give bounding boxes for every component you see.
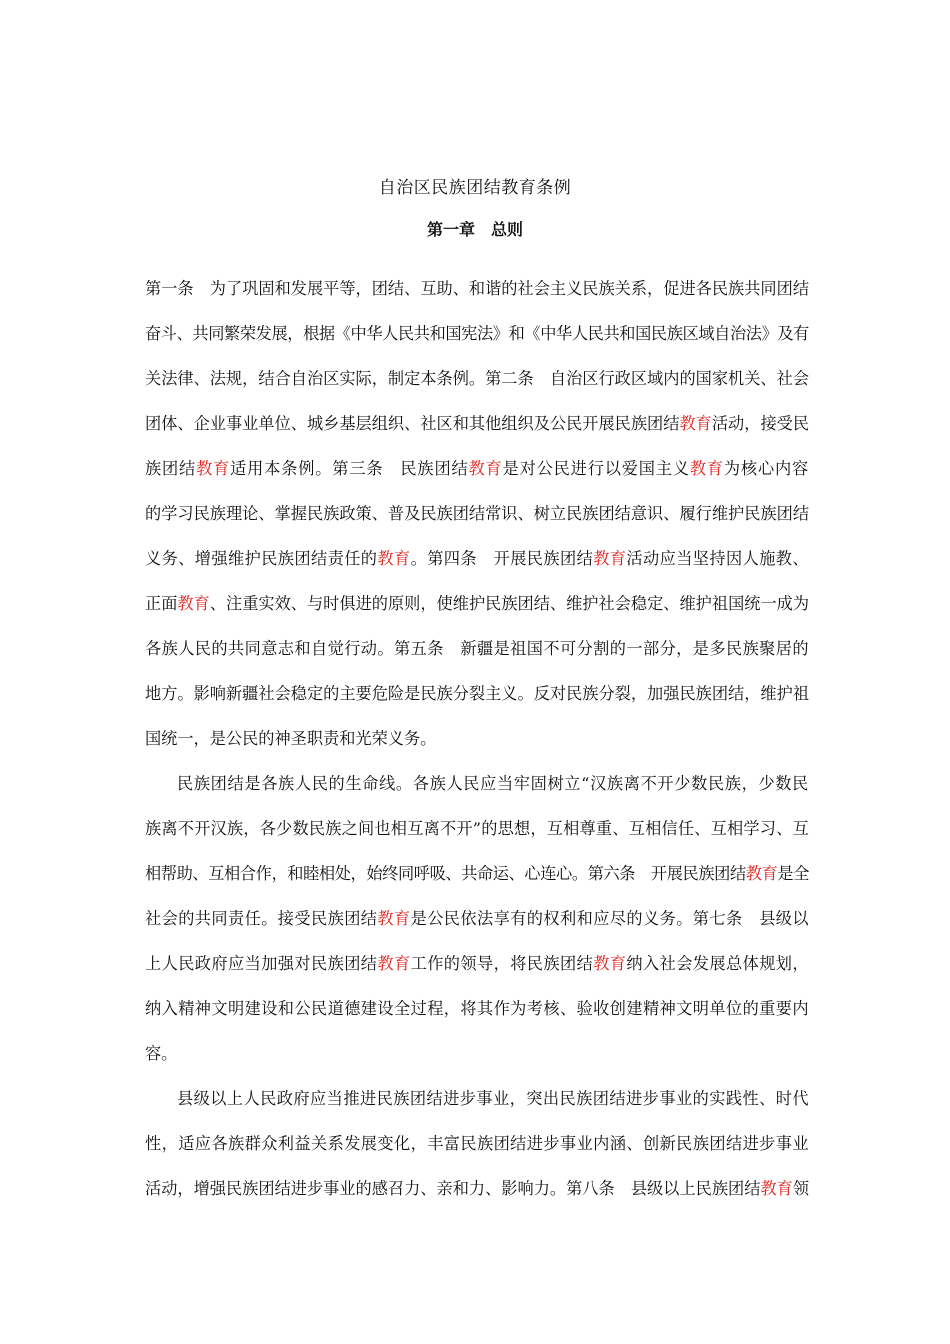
- text-run: 各族人民的共同意志和自觉行动。第五条 新疆是祖国不可分割的一部分，是多民族聚居的: [145, 639, 809, 658]
- text-run: 纳入精神文明建设和公民道德建设全过程，将其作为考核、验收创建精神文明单位的重要内: [145, 999, 809, 1018]
- text-line: [145, 769, 809, 814]
- text-run: 的学习民族理论、掌握民族政策、普及民族团结常识、树立民族团结意识、履行维护民族团结: [145, 504, 809, 523]
- text-line: [145, 319, 809, 364]
- text-line: [145, 634, 809, 679]
- document-body: [145, 274, 809, 1219]
- text-line: [145, 904, 809, 949]
- text-run: 性，适应各族群众利益关系发展变化，丰富民族团结进步事业内涵、创新民族团结进步事业: [145, 1134, 809, 1153]
- text-line: [145, 274, 809, 319]
- text-line: [145, 1129, 809, 1174]
- text-line: [145, 859, 809, 904]
- text-run: 是全: [777, 864, 809, 883]
- text-run: 是公民依法享有的权利和应尽的义务。第七条 县级以: [410, 909, 809, 928]
- text-run: 义务、增强维护民族团结责任的: [145, 549, 378, 568]
- text-line: [145, 1084, 809, 1129]
- text-line: [145, 499, 809, 544]
- text-line: [145, 724, 809, 769]
- highlighted-term: 教育: [177, 594, 210, 613]
- text-line: [145, 544, 809, 589]
- document-title: 自治区民族团结教育条例: [378, 178, 572, 198]
- highlighted-term: 教育: [679, 414, 712, 433]
- text-run: 奋斗、共同繁荣发展，根据《中华人民共和国宪法》和《中华人民共和国民族区域自治法》及有: [145, 324, 809, 343]
- text-run: 活动，接受民: [711, 414, 809, 433]
- text-line: [145, 949, 809, 994]
- highlighted-term: 教育: [377, 549, 411, 568]
- text-line: [145, 409, 809, 454]
- text-line: [145, 454, 809, 499]
- text-run: 社会的共同责任。接受民族团结: [145, 909, 378, 928]
- text-run: 、注重实效、与时俱进的原则，使维护民族团结、维护社会稳定、维护祖国统一成为: [209, 594, 809, 613]
- text-line: [145, 1174, 809, 1219]
- text-run: 县级以上人民政府应当推进民族团结进步事业，突出民族团结进步事业的实践性、时代: [177, 1089, 809, 1108]
- highlighted-term: 教育: [377, 954, 411, 973]
- text-run: 团体、企业事业单位、城乡基层组织、社区和其他组织及公民开展民族团结: [145, 414, 680, 433]
- text-line: [145, 589, 809, 634]
- text-line: [145, 364, 809, 409]
- highlighted-term: 教育: [377, 909, 411, 928]
- text-run: 为核心内容: [723, 459, 809, 478]
- text-run: 领: [792, 1179, 809, 1198]
- highlighted-term: 教育: [196, 459, 231, 478]
- highlighted-term: 教育: [689, 459, 724, 478]
- text-run: 族离不开汉族，各少数民族之间也相互离不开”的思想，互相尊重、互相信任、互相学习、互: [145, 819, 809, 838]
- text-run: 。第四条 开展民族团结: [410, 549, 594, 568]
- text-run: 地方。影响新疆社会稳定的主要危险是民族分裂主义。反对民族分裂，加强民族团结，维护祖: [145, 684, 809, 703]
- text-line: [145, 814, 809, 859]
- text-run: 相帮助、互相合作，和睦相处，始终同呼吸、共命运、心连心。第六条 开展民族团结: [145, 864, 746, 883]
- text-run: 纳入社会发展总体规划，: [626, 954, 809, 973]
- text-line: [145, 679, 809, 724]
- text-run: 国统一，是公民的神圣职责和光荣义务。: [145, 729, 437, 748]
- text-line: [145, 994, 809, 1039]
- text-run: 适用本条例。第三条 民族团结: [230, 459, 469, 478]
- text-run: 第一条 为了巩固和发展平等，团结、互助、和谐的社会主义民族关系，促进各民族共同团结: [145, 279, 809, 298]
- text-run: 正面: [145, 594, 178, 613]
- text-run: 族团结: [145, 459, 197, 478]
- text-run: 活动应当坚持因人施教、: [626, 549, 809, 568]
- text-run: 关法律、法规，结合自治区实际，制定本条例。第二条 自治区行政区域内的国家机关、社会: [145, 369, 809, 388]
- text-run: 活动，增强民族团结进步事业的感召力、亲和力、影响力。第八条 县级以上民族团结: [145, 1179, 761, 1198]
- highlighted-term: 教育: [745, 864, 778, 883]
- text-line: [145, 1039, 809, 1084]
- highlighted-term: 教育: [760, 1179, 793, 1198]
- highlighted-term: 教育: [468, 459, 503, 478]
- text-run: 上人民政府应当加强对民族团结: [145, 954, 378, 973]
- chapter-heading: 第一章 总则: [426, 220, 523, 239]
- text-run: 是对公民进行以爱国主义: [502, 459, 690, 478]
- highlighted-term: 教育: [593, 954, 627, 973]
- text-run: 工作的领导，将民族团结: [410, 954, 594, 973]
- text-run: 容。: [145, 1044, 178, 1063]
- text-run: 民族团结是各族人民的生命线。各族人民应当牢固树立“汉族离不开少数民族，少数民: [177, 774, 809, 793]
- highlighted-term: 教育: [593, 549, 627, 568]
